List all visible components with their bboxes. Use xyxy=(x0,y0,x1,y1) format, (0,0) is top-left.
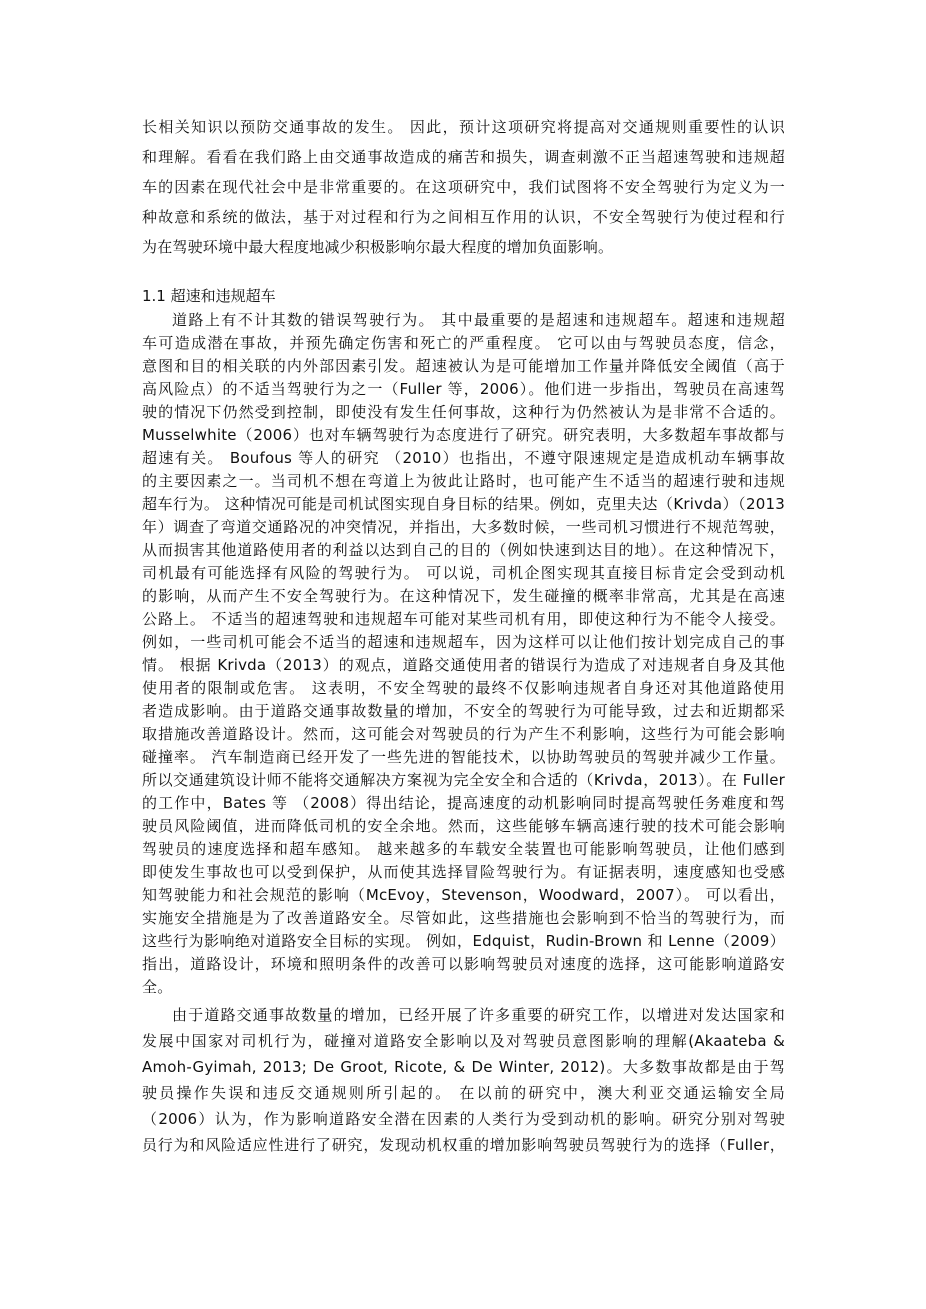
section-line: 超速有关。 Boufous 等人的研究 （2010）也指出，不遵守限速规定是造成机动车辆事故 xyxy=(142,449,785,467)
final-line: 驶员操作失误和违反交通规则所引起的。 在以前的研究中，澳大利亚交通运输安全局 xyxy=(142,1084,785,1102)
section-line: 知驾驶能力和社会规范的影响（McEvoy，Stevenson，Woodward，2007）。 可以看出， xyxy=(142,886,785,904)
section-line: 车可造成潜在事故，并预先确定伤害和死亡的严重程度。 它可以由与驾驶员态度，信念， xyxy=(142,334,785,352)
section-line: 的影响，从而产生不安全驾驶行为。在这种情况下，发生碰撞的概率非常高，尤其是在高速 xyxy=(142,587,785,605)
section-line: 所以交通建筑设计师不能将交通解决方案视为完全安全和合适的（Krivda，2013）。在 Fuller xyxy=(142,771,785,789)
section-line: 者造成影响。由于道路交通事故数量的增加，不安全的驾驶行为可能导致，过去和近期都采 xyxy=(142,702,785,720)
section-line: Musselwhite（2006）也对车辆驾驶行为态度进行了研究。研究表明，大多数超车事故都与 xyxy=(142,426,785,444)
section-line: 驶员风险阈值，进而降低司机的安全余地。然而，这些能够车辆高速行驶的技术可能会影响 xyxy=(142,817,785,835)
section-line: 碰撞率。 汽车制造商已经开发了一些先进的智能技术，以协助驾驶员的驾驶并减少工作量。 xyxy=(142,748,785,766)
section-line: 公路上。 不适当的超速驾驶和违规超车可能对某些司机有用，即使这种行为不能令人接受。 xyxy=(142,610,785,628)
intro-line: 长相关知识以预防交通事故的发生。 因此，预计这项研究将提高对交通规则重要性的认识 xyxy=(142,118,785,136)
section-line: 情。 根据 Krivda（2013）的观点，道路交通使用者的错误行为造成了对违规者自身及其他 xyxy=(142,656,785,674)
section-line: 驾驶员的速度选择和超车感知。 越来越多的车载安全装置也可能影响驾驶员，让他们感到 xyxy=(142,840,785,858)
section-line: 取措施改善道路设计。然而，这可能会对驾驶员的行为产生不利影响，这些行为可能会影响 xyxy=(142,725,785,743)
final-line: Amoh-Gyimah, 2013; De Groot, Ricote, & De Winter, 2012)。大多数事故都是由于驾 xyxy=(142,1058,785,1076)
section-line: 年）调查了弯道交通路况的冲突情况，并指出，大多数时候，一些司机习惯进行不规范驾驶， xyxy=(142,518,785,536)
intro-line: 种故意和系统的做法，基于对过程和行为之间相互作用的认识，不安全驾驶行为使过程和行 xyxy=(142,208,785,226)
section-line: 驶的情况下仍然受到控制，即使没有发生任何事故，这种行为仍然被认为是非常不合适的。 xyxy=(142,403,785,421)
intro-line: 车的因素在现代社会中是非常重要的。在这项研究中，我们试图将不安全驾驶行为定义为一 xyxy=(142,178,785,196)
section-line: 司机最有可能选择有风险的驾驶行为。 可以说，司机企图实现其直接目标肯定会受到动机 xyxy=(142,564,785,582)
section-line: 使用者的限制或危害。 这表明，不安全驾驶的最终不仅影响违规者自身还对其他道路使用 xyxy=(142,679,785,697)
section-line: 实施安全措施是为了改善道路安全。尽管如此，这些措施也会影响到不恰当的驾驶行为，而 xyxy=(142,909,785,927)
section-line: 超车行为。 这种情况可能是司机试图实现自身目标的结果。例如，克里夫达（Krivda）（2013 xyxy=(142,495,785,513)
section-line: 意图和目的相关联的内外部因素引发。超速被认为是可能增加工作量并降低安全阈值（高于 xyxy=(142,357,785,375)
intro-line: 和理解。看看在我们路上由交通事故造成的痛苦和损失，调查刺激不正当超速驾驶和违规超 xyxy=(142,148,785,166)
section-line: 的主要因素之一。当司机不想在弯道上为彼此让路时，也可能产生不适当的超速行驶和违规 xyxy=(142,472,785,490)
final-line: 员行为和风险适应性进行了研究，发现动机权重的增加影响驾驶员驾驶行为的选择（Fuller， xyxy=(142,1136,785,1154)
section-line: 的工作中，Bates 等 （2008）得出结论，提高速度的动机影响同时提高驾驶任务难度和驾 xyxy=(142,794,785,812)
section-heading: 1.1 超速和违规超车 xyxy=(142,287,276,305)
section-line: 道路上有不计其数的错误驾驶行为。 其中最重要的是超速和违规超车。超速和违规超 xyxy=(172,311,785,329)
section-line: 全。 xyxy=(142,978,173,996)
final-line: 发展中国家对司机行为，碰撞对道路安全影响以及对驾驶员意图影响的理解(Akaateba & xyxy=(142,1032,785,1050)
section-line: 这些行为影响绝对道路安全目标的实现。 例如，Edquist，Rudin-Brown 和 Lenne（2009） xyxy=(142,932,785,950)
section-line: 即使发生事故也可以受到保护，从而使其选择冒险驾驶行为。有证据表明，速度感知也受感 xyxy=(142,863,785,881)
section-line: 例如，一些司机可能会不适当的超速和违规超车，因为这样可以让他们按计划完成自己的事 xyxy=(142,633,785,651)
intro-line: 为在驾驶环境中最大程度地减少积极影响尔最大程度的增加负面影响。 xyxy=(142,238,614,256)
final-line: 由于道路交通事故数量的增加，已经开展了许多重要的研究工作，以增进对发达国家和 xyxy=(172,1006,785,1024)
section-line: 高风险点）的不适当驾驶行为之一（Fuller 等，2006）。他们进一步指出，驾驶员在高速驾 xyxy=(142,380,785,398)
section-line: 指出，道路设计，环境和照明条件的改善可以影响驾驶员对速度的选择，这可能影响道路安 xyxy=(142,955,785,973)
final-line: （2006）认为，作为影响道路安全潜在因素的人类行为受到动机的影响。研究分别对驾驶 xyxy=(142,1110,785,1128)
section-line: 从而损害其他道路使用者的利益以达到自己的目的（例如快速到达目的地）。在这种情况下， xyxy=(142,541,785,559)
